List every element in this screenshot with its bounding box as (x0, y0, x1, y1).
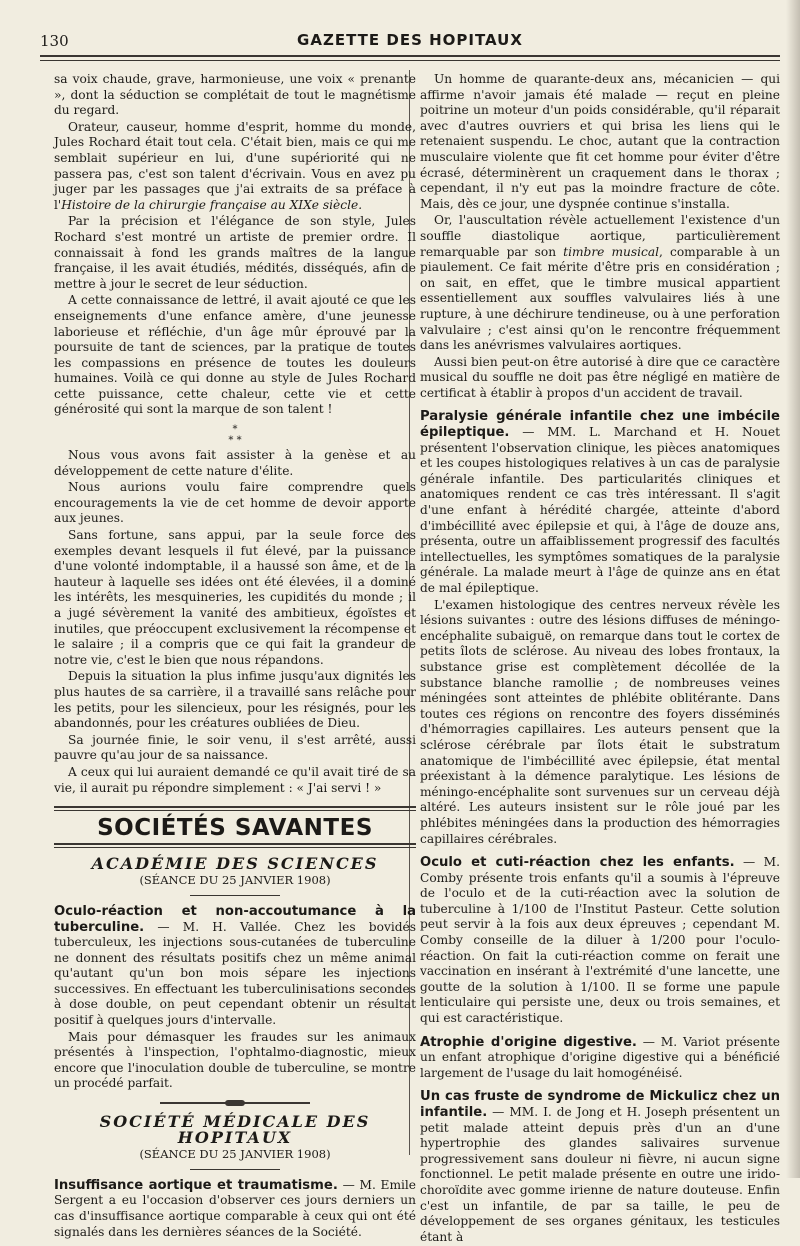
paragraph: A cette connaissance de lettré, il avait ajouté ce que les enseignements d'une enfance amère, d'une jeunesse laborieuse et réfléchie, d'un âge mûr éprouvé par la poursuite de tant de sciences, par la pratique de toutes les compassions en présence de toutes les douleurs humaines. Voilà ce qui donne au style de Jules Rochard cette puissance, cette chaleur, cette vie et cette générosité qui sont la marque de son talent ! (54, 293, 416, 417)
ornamental-rule (160, 1102, 310, 1104)
paragraph: Sans fortune, sans appui, par la seule force des exemples devant lesquels il fut élevé, par la puissance d'une volonté indomptable, il a haussé son âme, et de la hauteur à laquelle ses idées ont été élevées, il a dominé les intérêts, les mesquineries, les cupidités du monde ; il a jugé sévèrement la vanité des ambitieux, égoïstes et inutiles, que préoccupent exclusivement la récompense et le salaire ; il a compris que ce qui fait la grandeur de notre vie, c'est le bien que nous répandons. (54, 528, 416, 667)
paragraph (420, 213, 780, 353)
paragraph: Nous vous avons fait assister à la genèse et au développement de cette nature d'élite. (54, 448, 416, 478)
page-header (40, 30, 780, 52)
paragraph: Mais pour démasquer les fraudes sur les animaux présentés à l'inspection, l'ophtalmo-diagnostic, mieux encore que l'inoculation double de tuberculine, se montre un procédé parfait. (54, 1029, 416, 1091)
section-rule (54, 843, 416, 848)
article-text: — MM. L. Marchand et H. Nouet présentent l'observation clinique, les pièces anatomiques et les coupes histologiques relatives à un cas de paralysie générale infantile. Des particularités cliniques et anatomiques rendent ce cas très intéressant. Il s'agit d'une enfant à hérédité chargée, atteinte d'abord d'imbécillité avec épilepsie et qui, à l'âge de douze ans, présenta, outre un affaiblissement progressif des facultés intellectuelles, les symptômes somatiques de la paralysie générale. La malade meurt à l'âge de quinze ans en état de mal épileptique. (420, 425, 781, 595)
asterism: * * * (228, 424, 242, 447)
emphasis: timbre musical (563, 244, 660, 259)
running-title: GAZETTE DES HOPITAUX (297, 31, 523, 49)
society-title: SOCIÉTÉ MÉDICALE DES HOPITAUX (99, 1112, 371, 1147)
article-heading: Oculo-réaction et non-accoutumance à la tuberculine. (54, 903, 416, 935)
session-date: (SÉANCE DU 25 JANVIER 1908) (139, 1147, 331, 1162)
session-date: (SÉANCE DU 25 JANVIER 1908) (139, 873, 331, 888)
article-text: — MM. I. de Jong et H. Joseph présentent un petit malade atteint depuis près d'un an d'une hypertrophie des glandes salivaires survenue progressivement sans douleur ni fièvre, ni aucun signe fonctionnel. Le petit malade présente en outre une irido-choroïdite avec gomme irienne de nature douteuse. Enfin c'est un infantile, de par sa taille, le peu de développement de ses organes génitaux, les testicules étant à (420, 1105, 780, 1244)
paragraph: Sa journée finie, le soir venu, il s'est arrêté, aussi pauvre qu'au jour de sa naissance. (54, 732, 416, 763)
paragraph: Nous aurions voulu faire comprendre quels encouragements la vie de cet homme de devoir apporte aux jeunes. (54, 480, 416, 526)
left-column (54, 72, 416, 1241)
article (420, 1035, 780, 1082)
article (420, 855, 780, 1027)
paragraph: Par la précision et l'élégance de son style, Jules Rochard s'est montré un artiste de premier ordre. Il connaissait à fond les grands maîtres de la langue française, il les avait étudiés, médités, disséqués, afin de mettre à jour le secret de leur séduction. (54, 214, 416, 291)
page-edge-shadow (786, 0, 800, 1178)
paragraph: L'examen histologique des centres nerveux révèle les lésions suivantes : outre des lésions diffuses de méningo-encéphalite subaiguë, on remarque dans tout le cortex de petits îlots de sclérose. Au niveau des lobes frontaux, la substance grise est complètement décollée de la substance blanche ramollie ; de nombreuses veines méningées sont atteintes de phlébite oblitérante. Dans toutes ces régions on rencontre des foyers disséminés d'hémorragies capillaires. Les auteurs pensent que la sclérose cérébrale par îlots était le substratum anatomique de l'imbécillité avec épilepsie, état mental préexistant à la démence paralytique. Les lésions de méningo-encéphalite sont survenues sur un cerveau déjà altéré. Les auteurs insistent sur le rôle joué par les phlébites méningées dans la production des hémorragies capillaires cérébrales. (420, 597, 780, 846)
section-title: SOCIÉTÉS SAVANTES (97, 815, 373, 842)
short-rule (190, 895, 280, 896)
article (54, 904, 416, 1029)
article (420, 409, 780, 596)
short-rule (190, 1169, 280, 1170)
paragraph-text: , comparable à un piaulement. Ce fait mérite d'être pris en considération ; on sait, en effet, que le timbre musical appartient essentiellement aux souffles valvulaires liés à une rupture, à une déchirure tendineuse, ou à une perforation valvulaire ; c'est ainsi qu'on le rencontre fréquemment dans les anévrismes valvulaires aortiques. (420, 244, 780, 353)
paragraph-text: Or, l'auscultation révèle actuellement l'existence d'un souffle diastolique aortique, particulièrement remarquable par son (420, 213, 780, 259)
paragraph: Depuis la situation la plus infime jusqu'aux dignités les plus hautes de sa carrière, il a travaillé sans relâche pour les petits, pour les silencieux, pour les résignés, pour les abandonnés, pour les créatures oubliées de Dieu. (54, 669, 416, 731)
article-heading: Un cas fruste de syndrome de Mickulicz chez un infantile. (420, 1089, 780, 1120)
header-rule-top (40, 55, 780, 57)
article-heading: Insuffisance aortique et traumatisme. (54, 1177, 338, 1193)
header-rule-bottom (40, 60, 780, 61)
paragraph: Un homme de quarante-deux ans, mécanicien — qui affirme n'avoir jamais été malade — reçut en pleine poitrine un moteur d'un poids considérable, qu'il réparait avec d'autres ouvriers et qui brisa les liens qui le retenaient suspendu. Le choc, autant que la contraction musculaire violente que fit cet homme pour éviter d'être écrasé, déterminèrent un craquement dans le thorax ; cependant, il n'y eut pas la moindre fracture de côte. Mais, dès ce jour, une dyspnée continue s'installa. (420, 72, 780, 211)
article-text: — M. H. Vallée. Chez les bovidés tuberculeux, les injections sous-cutanées de tuberculine ne donnent des résultats positifs chez un même animal qu'autant qu'un bon mois sépare les injections successives. En effectuant les tuberculinisations secondes à dose double, on peut cependant obtenir un résultat positif à quelques jours d'intervalle. (54, 919, 416, 1028)
article-heading: Atrophie d'origine digestive. (420, 1034, 637, 1050)
article-heading: Oculo et cuti-réaction chez les enfants. (420, 855, 735, 871)
paragraph: Aussi bien peut-on être autorisé à dire que ce caractère musical du souffle ne doit pas être négligé en matière de certificat à établir à propos d'un accident de travail. (420, 354, 780, 400)
right-column (420, 72, 780, 1246)
article-heading: Paralysie générale infantile chez une imbécile épileptique. (420, 409, 780, 441)
article-text: — M. Variot présente un enfant atrophique d'origine digestive qui a bénéficié largement de l'usage du lait homogénéisé. (420, 1034, 780, 1080)
book-title: Histoire de la chirurgie française au XIXe siècle. (61, 197, 363, 212)
article (54, 1178, 416, 1240)
paragraph-text: Orateur, causeur, homme d'esprit, homme du monde, Jules Rochard était tout cela. C'était bien, mais ce qui me semblait supérieur en lui, d'une supériorité qui ne passera pas, c'est son talent d'écrivain. Vous en avez pu juger par les passages que j'ai extraits de sa préface à l' (54, 119, 416, 212)
paragraph (54, 120, 416, 214)
article-text: — M. Emile Sergent a eu l'occasion d'observer ces jours derniers un cas d'insuffisance aortique comparable à ceux qui ont été signalés dans les dernières séances de la Société. (54, 1177, 417, 1239)
article-text: — M. Comby présente trois enfants qu'il a soumis à l'épreuve de l'oculo et de la cuti-réaction avec la solution de tuberculine à 1/100 de l'Institut Pasteur. Cette solution peut servir à la fois aux deux épreuves ; cependant M. Comby conseille de la diluer à 1/200 pour l'oculo-réaction. On fait la cuti-réaction comme on ferait une vaccination en insérant à l'extrémité d'une lancette, une goutte de la solution à 1/100. Il se forme une papule lenticulaire qui persiste une, deux ou trois semaines, et qui est caractéristique. (420, 855, 780, 1026)
article (420, 1089, 780, 1245)
page-number: 130 (40, 32, 69, 50)
society-title: ACADÉMIE DES SCIENCES (91, 853, 379, 873)
section-rule (54, 806, 416, 811)
paragraph: A ceux qui lui auraient demandé ce qu'il avait tiré de sa vie, il aurait pu répondre simplement : « J'ai servi ! » (54, 764, 416, 795)
paragraph: sa voix chaude, grave, harmonieuse, une voix « prenante », dont la séduction se complétait de tout le magnétisme du regard. (54, 72, 416, 118)
